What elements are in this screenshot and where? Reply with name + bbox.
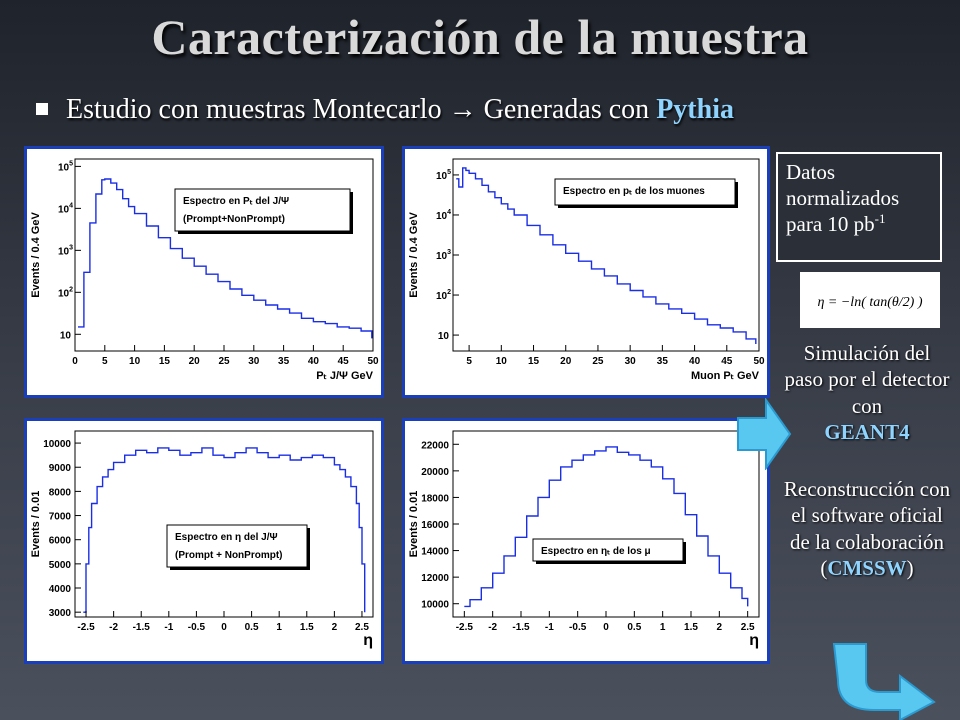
y-tick-label: $10^2$ <box>57 286 73 300</box>
x-tick-label: 0.5 <box>244 622 259 633</box>
y-tick-label: 10000 <box>43 439 71 451</box>
y-tick-label: 18000 <box>421 493 449 505</box>
x-tick-label: 50 <box>367 356 379 367</box>
plot-frame-eta-jpsi <box>24 418 384 664</box>
y-tick-label: 10 <box>437 331 449 343</box>
x-tick-label: -0.5 <box>187 622 206 633</box>
x-tick-label: 45 <box>337 356 349 367</box>
y-axis-label: Events / 0.01 <box>30 490 42 558</box>
x-tick-label: 35 <box>656 356 668 367</box>
plot-frame-pt-jpsi <box>24 146 384 398</box>
y-axis-label: Events / 0.4 GeV <box>408 212 420 298</box>
y-tick-label: 14000 <box>421 546 449 558</box>
norm-line-3-text: para 10 pb <box>786 212 875 237</box>
y-tick-label: $10^3$ <box>435 249 451 262</box>
bullet-square-icon <box>36 103 48 115</box>
simulation-accent: GEANT4 <box>824 419 910 444</box>
y-tick-label: 9000 <box>48 463 71 475</box>
chart-eta-muon <box>405 421 767 661</box>
x-tick-label: 0 <box>221 622 227 633</box>
y-tick-label: $10^4$ <box>435 208 451 222</box>
x-tick-label: 1 <box>276 622 282 633</box>
x-tick-label: 40 <box>307 356 319 367</box>
y-tick-label: 10000 <box>421 599 449 611</box>
y-tick-label: 22000 <box>421 440 449 452</box>
y-tick-label: $10^4$ <box>57 202 73 216</box>
norm-line-3-sup: -1 <box>874 211 886 227</box>
bullet-row <box>36 94 734 126</box>
x-tick-label: 30 <box>624 356 636 367</box>
x-tick-label: 20 <box>560 356 572 367</box>
y-tick-label: 8000 <box>48 487 71 499</box>
chart-eta-jpsi <box>27 421 381 661</box>
x-tick-label: 25 <box>218 356 230 367</box>
y-tick-label: 20000 <box>421 466 449 478</box>
legend-text: Espectro en ηₜ de los μ <box>541 546 651 557</box>
arrow-down-right-icon <box>830 640 940 720</box>
x-tick-label: 10 <box>129 356 141 367</box>
x-tick-label: -2.5 <box>455 622 473 633</box>
legend-text: (Prompt + NonPrompt) <box>175 550 283 561</box>
legend-text: Espectro en η del J/Ψ <box>175 532 278 543</box>
reconstruction-text <box>780 476 954 581</box>
x-tick-label: 10 <box>495 356 507 367</box>
y-axis-label: Events / 0.01 <box>408 490 420 558</box>
chart-pt-muon <box>405 149 767 395</box>
legend-text: Espectro en Pₜ del J/Ψ <box>183 196 290 207</box>
arrow-right-icon: → <box>448 94 477 125</box>
x-tick-label: -1 <box>544 622 554 633</box>
y-tick-label: 12000 <box>421 573 449 585</box>
x-tick-label: 0.5 <box>627 622 642 633</box>
x-tick-label: 20 <box>188 356 200 367</box>
x-axis-label: Pₜ J/Ψ GeV <box>316 370 373 382</box>
x-tick-label: 30 <box>248 356 260 367</box>
x-tick-label: 1 <box>659 622 666 633</box>
plot-frame-eta-muon <box>402 418 770 664</box>
plot-frame-pt-muon <box>402 146 770 398</box>
x-tick-label: 2.5 <box>355 622 369 633</box>
x-tick-label: -2.5 <box>77 622 95 633</box>
x-tick-label: 50 <box>753 356 765 367</box>
y-tick-label: 5000 <box>48 559 71 571</box>
y-tick-label: 4000 <box>48 584 71 596</box>
x-tick-label: 5 <box>466 356 472 367</box>
eta-formula-text: η = −ln( tan(θ/2) ) <box>817 295 923 310</box>
bullet-text-2: Generadas con <box>483 94 650 125</box>
x-tick-label: 0 <box>603 622 609 633</box>
x-tick-label: -2 <box>488 622 498 633</box>
x-tick-label: -1 <box>164 622 174 633</box>
y-tick-label: 6000 <box>48 535 71 547</box>
y-tick-label: $10^5$ <box>57 160 73 174</box>
plot-area <box>75 431 373 617</box>
x-tick-label: 15 <box>158 356 170 367</box>
reconstruction-accent: CMSSW <box>827 555 907 580</box>
x-tick-label: 25 <box>592 356 604 367</box>
x-tick-label: 1.5 <box>684 622 698 633</box>
y-tick-label: 3000 <box>48 608 71 620</box>
series-line <box>464 447 747 607</box>
x-tick-label: 1.5 <box>299 622 314 633</box>
chart-pt-jpsi <box>27 149 381 395</box>
normalization-box <box>776 152 942 262</box>
y-tick-label: 7000 <box>48 511 71 523</box>
x-tick-label: 40 <box>689 356 701 367</box>
x-tick-label: -0.5 <box>569 622 587 633</box>
reconstruction-text-body: Reconstrucción con el software oficial de la colaboración <box>783 477 951 554</box>
x-tick-label: -1.5 <box>512 622 530 633</box>
x-tick-label: 15 <box>527 356 540 367</box>
simulation-text <box>782 340 952 445</box>
y-tick-label: $10^3$ <box>57 244 73 258</box>
x-tick-label: 2 <box>716 622 723 633</box>
legend-text: Espectro en pₜ de los muones <box>563 186 705 197</box>
x-axis-label: Muon Pₜ GeV <box>690 370 759 382</box>
norm-line-2: normalizados <box>786 185 900 210</box>
y-axis-label: Events / 0.4 GeV <box>30 212 42 298</box>
x-tick-label: 2 <box>331 622 338 633</box>
x-tick-label: 0 <box>72 356 78 367</box>
x-axis-label: η <box>749 632 759 649</box>
plot-area <box>453 431 759 617</box>
x-tick-label: -2 <box>109 622 119 633</box>
norm-line-1: Datos <box>786 160 835 184</box>
reco-paren-close: ) <box>906 555 914 580</box>
norm-line-3 <box>786 211 932 238</box>
y-tick-label: 10 <box>59 330 71 342</box>
x-tick-label: 2.5 <box>740 622 755 633</box>
x-tick-label: -1.5 <box>132 622 150 633</box>
y-tick-label: $10^2$ <box>435 289 451 303</box>
reco-paren-open: ( <box>820 555 828 580</box>
legend-text: (Prompt+NonPrompt) <box>183 214 285 225</box>
simulation-text-body: Simulación del paso por el detector con <box>784 341 950 418</box>
y-tick-label: $10^5$ <box>435 168 451 182</box>
bullet-text: Estudio con muestras Montecarlo <box>66 94 442 125</box>
page-title: Caracterización de la muestra <box>151 9 809 65</box>
x-tick-label: 35 <box>278 356 290 367</box>
x-tick-label: 5 <box>102 356 108 367</box>
plot-area <box>75 159 373 351</box>
bullet-accent: Pythia <box>656 94 734 125</box>
x-tick-label: 45 <box>721 356 733 367</box>
y-tick-label: 16000 <box>421 520 449 531</box>
eta-formula <box>800 272 940 328</box>
x-axis-label: η <box>363 632 373 649</box>
